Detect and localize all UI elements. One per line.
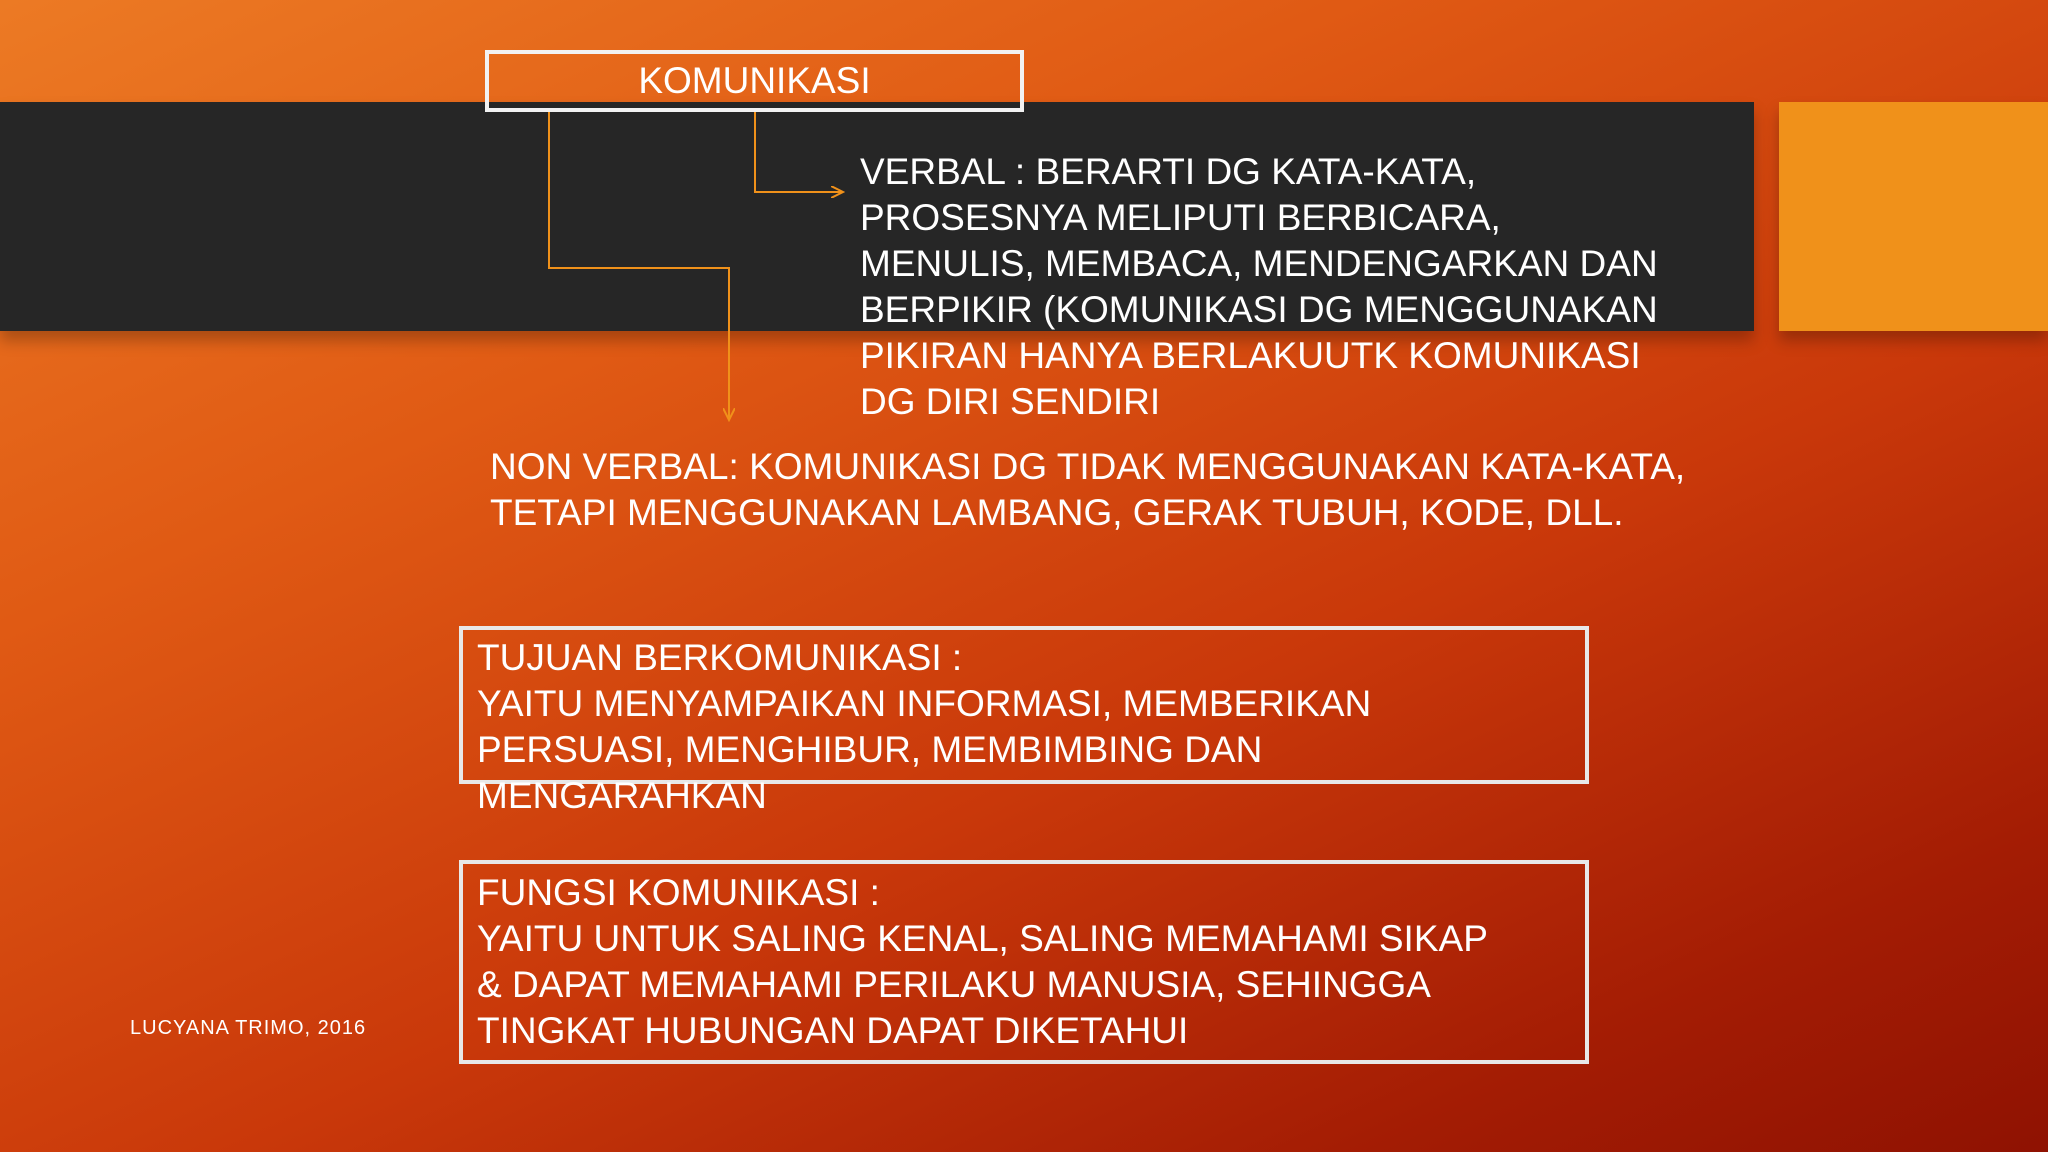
- nonverbal-connector-arrow: [549, 112, 729, 420]
- tujuan-text: [477, 635, 1371, 819]
- verbal-connector-arrow: [755, 112, 843, 192]
- tujuan-line: YAITU MENYAMPAIKAN INFORMASI, MEMBERIKAN: [477, 683, 1372, 724]
- tujuan-line: TUJUAN BERKOMUNIKASI :: [477, 637, 963, 678]
- verbal-line: BERPIKIR (KOMUNIKASI DG MENGGUNAKAN: [860, 289, 1658, 330]
- footer-credit: LUCYANA TRIMO, 2016: [130, 1017, 367, 1039]
- fungsi-line: YAITU UNTUK SALING KENAL, SALING MEMAHAMI SIKAP: [477, 918, 1488, 959]
- nonverbal-definition: [490, 444, 1685, 536]
- tujuan-line: MENGARAHKAN: [477, 775, 767, 816]
- verbal-line: PIKIRAN HANYA BERLAKUUTK KOMUNIKASI: [860, 335, 1641, 376]
- fungsi-line: FUNGSI KOMUNIKASI :: [477, 872, 880, 913]
- verbal-definition: [860, 149, 1658, 425]
- nonverbal-line: TETAPI MENGGUNAKAN LAMBANG, GERAK TUBUH, KODE, DLL.: [490, 492, 1624, 533]
- fungsi-line: TINGKAT HUBUNGAN DAPAT DIKETAHUI: [477, 1010, 1189, 1051]
- tujuan-line: PERSUASI, MENGHIBUR, MEMBIMBING DAN: [477, 729, 1263, 770]
- verbal-line: PROSESNYA MELIPUTI BERBICARA,: [860, 197, 1501, 238]
- fungsi-line: & DAPAT MEMAHAMI PERILAKU MANUSIA, SEHINGGA: [477, 964, 1431, 1005]
- verbal-line: VERBAL : BERARTI DG KATA-KATA,: [860, 151, 1477, 192]
- verbal-line: DG DIRI SENDIRI: [860, 381, 1161, 422]
- slide-title: KOMUNIKASI: [638, 60, 871, 101]
- verbal-line: MENULIS, MEMBACA, MENDENGARKAN DAN: [860, 243, 1658, 284]
- nonverbal-line: NON VERBAL: KOMUNIKASI DG TIDAK MENGGUNAKAN KATA-KATA,: [490, 446, 1686, 487]
- fungsi-text: [477, 870, 1488, 1054]
